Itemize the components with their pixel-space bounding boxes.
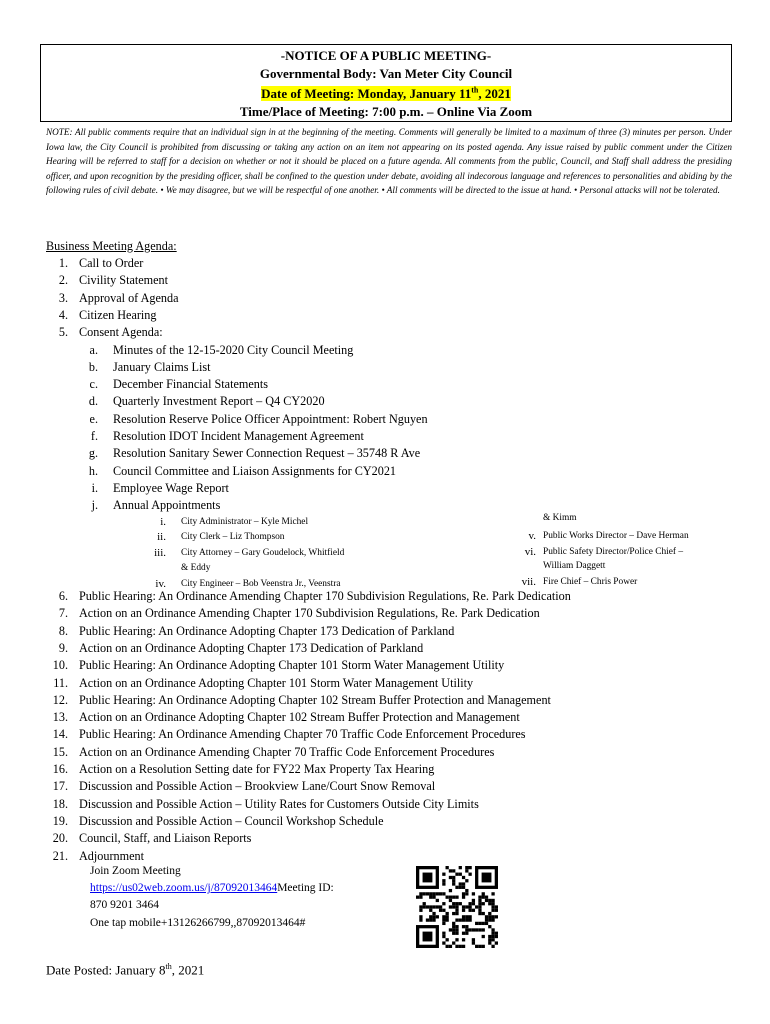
agenda-item-number: 12. [52,692,68,707]
agenda-item-text: Action on an Ordinance Amending Chapter 70 Traffic Code Enforcement Procedures [79,744,495,759]
agenda-item-number: 3. [58,290,68,305]
agenda-item-text: Public Hearing: An Ordinance Amending Chapter 170 Subdivision Regulations, Re. Park Dedication [79,589,571,603]
zoom-join-label: Join Zoom Meeting [90,865,181,877]
consent-item-text: December Financial Statements [113,377,268,392]
appointment-right-text: Public Works Director – Dave Herman [543,531,689,541]
appointment-left-text: City Administrator – Kyle Michel [181,517,309,527]
agenda-item-text: Civility Statement [79,273,169,288]
agenda-item-text: Action on an Ordinance Adopting Chapter 102 Stream Buffer Protection and Management [79,710,520,725]
agenda-item-number: 2. [58,273,68,288]
consent-item-text: Employee Wage Report [113,480,229,495]
agenda-item-number: 14. [52,727,68,742]
meeting-date-text: Date of Meeting: Monday, January 11 [261,86,472,102]
appointment-right-text: William Daggett [543,561,606,571]
agenda-item-text: Action on an Ordinance Amending Chapter 170 Subdivision Regulations, Re. Park Dedication [79,606,540,621]
consent-item-number: a. [89,342,98,357]
agenda-heading [46,238,177,254]
appointment-right-text: Fire Chief – Chris Power [543,577,638,587]
agenda-item-number: 8. [58,623,68,638]
agenda-item-number: 17. [52,779,68,794]
zoom-meeting-id-label: Meeting ID: [277,882,334,895]
consent-item-text: Annual Appointments [113,498,221,513]
appointment-left-text: City Engineer – Bob Veenstra Jr., Veenstra [181,579,341,589]
consent-item-text: Resolution IDOT Incident Management Agreement [113,429,364,443]
appointment-left-number: iii. [154,547,166,559]
agenda-item-number: 4. [58,307,68,322]
governmental-body: Governmental Body: Van Meter City Council [259,65,513,81]
agenda-item-number: 16. [52,762,68,776]
zoom-one-tap: One tap mobile+13126266799,,87092013464# [90,916,306,929]
consent-item-number: c. [89,377,98,392]
zoom-info [90,863,334,932]
agenda-item-text: Call to Order [79,256,144,270]
agenda-item-text: Public Hearing: An Ordinance Adopting Chapter 173 Dedication of Parkland [79,623,455,638]
consent-item-number: e. [89,411,98,426]
zoom-link[interactable]: https://us02web.zoom.us/j/87092013464 [90,882,278,895]
appointment-right-number: vi. [524,546,536,558]
meeting-date [41,82,731,103]
consent-item-text: January Claims List [113,359,211,374]
consent-item-text: Resolution Reserve Police Officer Appointment: Robert Nguyen [113,411,428,426]
agenda-item-text: Discussion and Possible Action – Council Workshop Schedule [79,813,384,828]
agenda-item-text: Action on an Ordinance Adopting Chapter 173 Dedication of Parkland [79,640,424,655]
agenda-item-number: 21. [52,848,68,863]
appointment-left-text: City Clerk – Liz Thompson [181,532,285,542]
date-posted-text: Date Posted: January 8 [46,962,166,978]
agenda-item-text: Citizen Hearing [79,307,157,322]
agenda-item-text: Discussion and Possible Action – Utility Rates for Customers Outside City Limits [79,796,479,811]
date-posted-sup: th [165,962,172,971]
appointment-left-number: ii. [157,531,166,543]
appointment-right-text: Public Safety Director/Police Chief – [543,547,684,557]
meeting-date-year: , 2021 [478,86,511,102]
zoom-meeting-id: 870 9201 3464 [90,899,159,912]
agenda-item-number: 1. [58,256,68,270]
appointment-right-number: vii. [521,576,536,588]
agenda-item-number: 7. [58,606,68,621]
qr-code-icon [416,866,498,948]
agenda-item-text: Action on an Ordinance Adopting Chapter 101 Storm Water Management Utility [79,675,474,690]
agenda-item-text: Council, Staff, and Liaison Reports [79,831,252,846]
appointment-right-text: & Kimm [543,513,577,523]
agenda-item-number: 10. [52,658,68,673]
appointment-left-text: City Attorney – Gary Goudelock, Whitfield [181,548,345,558]
consent-item-text: Quarterly Investment Report – Q4 CY2020 [113,394,325,409]
zoom-link-line [90,880,334,897]
agenda-item-text: Consent Agenda: [79,325,163,340]
meeting-notice-header [40,44,732,122]
agenda-item-text: Discussion and Possible Action – Brookview Lane/Court Snow Removal [79,779,436,794]
meeting-date-sup: th [471,86,479,95]
date-posted [46,962,204,978]
agenda-item-number: 15. [52,744,68,759]
consent-item-number: g. [88,446,98,461]
agenda-item-text: Adjournment [79,848,144,863]
agenda-item-text: Public Hearing: An Ordinance Adopting Chapter 101 Storm Water Management Utility [79,658,505,673]
agenda-item-number: 19. [52,813,68,828]
meeting-time-place: Time/Place of Meeting: 7:00 p.m. – Online Via Zoom [239,103,533,119]
consent-item-number: f. [90,429,98,443]
appointment-right-number: v. [528,530,536,542]
agenda-item-text: Public Hearing: An Ordinance Adopting Chapter 102 Stream Buffer Protection and Management [79,692,551,707]
public-comment-note: NOTE: All public comments require that an individual sign in at the beginning of the meeting. Comments will generally be limited to a maximum of three (3) minutes per person. Under Iowa law, the City Council is prohibited from discussing or taking any action on an item not appearing on its posted agenda. Any issue raised by public comment under the Citizen Hearing will be referred to staff for a decision on whether or not it should be placed on a future agenda. All comments from the public, Council, and Staff shall address the presiding officer, and upon recognition by the presiding officer, shall be confined to the question under debate, avoiding all indecorous language and references to personalities and abiding by the following rules of civil debate. • We may disagree, but we will be respectful of one another. • All comments will be directed to the issue at hand. • Personal attacks will not be tolerated. [46,127,732,196]
consent-item-number: h. [88,463,98,478]
consent-item-number: b. [88,359,98,374]
appointment-left-number: iv. [155,578,166,590]
agenda-item-text: Public Hearing: An Ordinance Amending Chapter 70 Traffic Code Enforcement Procedures [79,727,526,742]
consent-item-number: d. [88,394,98,409]
agenda-item-number: 6. [58,589,68,603]
consent-item-number: j. [91,498,98,513]
agenda-item-number: 11. [53,675,68,690]
consent-item-number: i. [91,480,98,495]
agenda-item-number: 20. [52,831,68,846]
agenda-item-text: Approval of Agenda [79,290,179,305]
consent-item-text: Council Committee and Liaison Assignments for CY2021 [113,463,397,478]
consent-item-text: Resolution Sanitary Sewer Connection Request – 35748 R Ave [113,446,421,461]
appointment-left-number: i. [160,516,166,528]
notice-title: -NOTICE OF A PUBLIC MEETING- [280,48,492,63]
agenda-heading-text: Business Meeting Agenda: [46,239,177,253]
date-posted-year: , 2021 [171,962,205,978]
agenda-item-text: Action on a Resolution Setting date for FY22 Max Property Tax Hearing [79,762,435,776]
agenda-item-number: 18. [52,796,68,811]
agenda-item-number: 9. [58,640,68,655]
agenda-item-number: 5. [58,325,68,340]
appointment-left-text: & Eddy [181,563,211,573]
agenda-item-number: 13. [52,710,68,725]
consent-item-text: Minutes of the 12-15-2020 City Council Meeting [113,342,354,357]
